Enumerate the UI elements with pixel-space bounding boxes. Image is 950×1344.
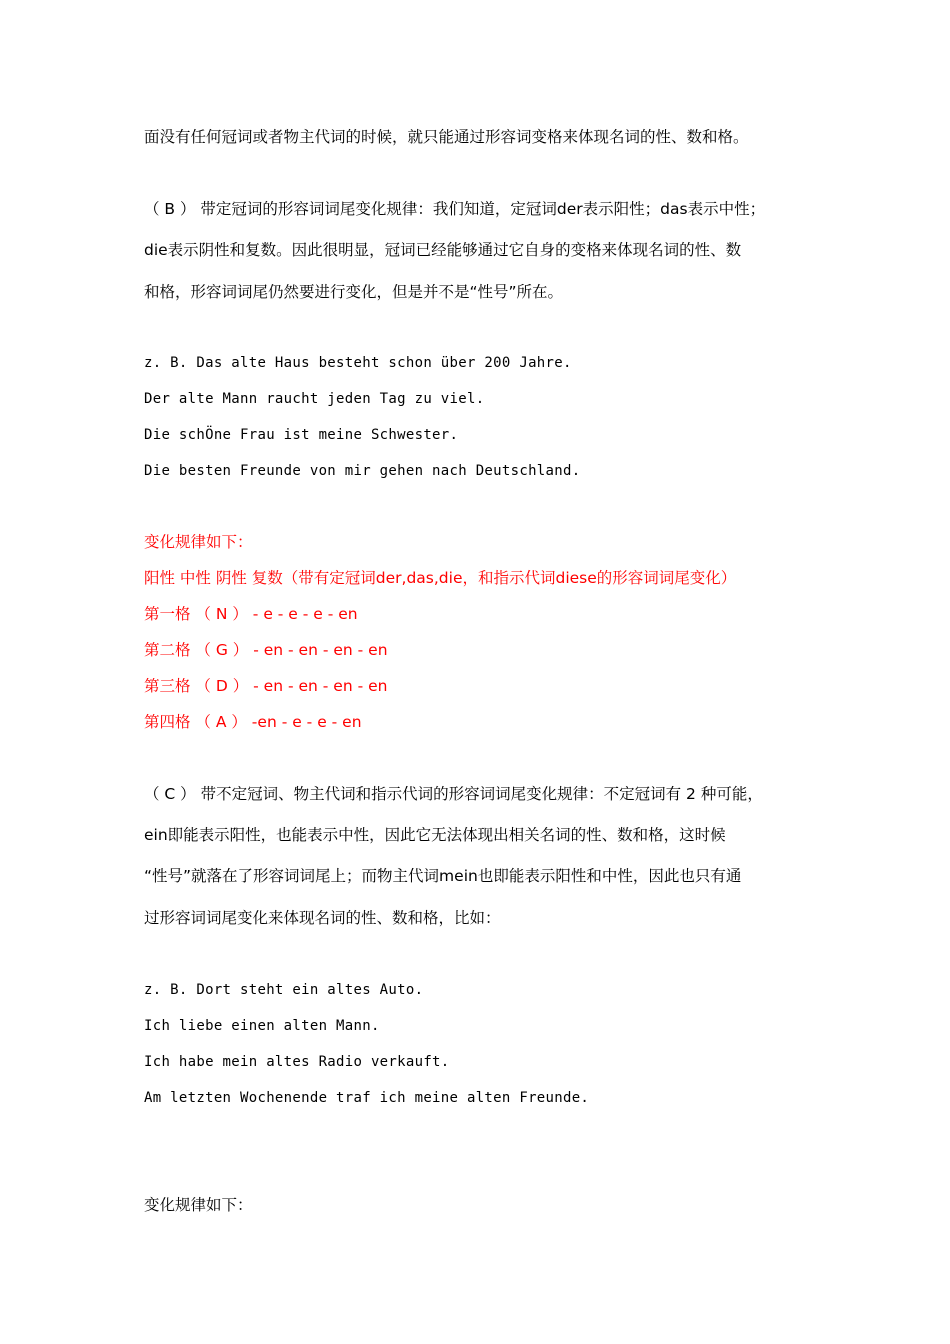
example-sentence: Ich habe mein altes Radio verkauft. [144,1054,450,1070]
intro-line: 面没有任何冠词或者物主代词的时候，就只能通过形容词变格来体现名词的性、数和格。 [144,128,749,146]
example-sentence: z. B. Dort steht ein altes Auto. [144,982,424,998]
rule-row-accusative: 第四格 （ A ） -en - e - e - en [144,713,362,731]
section-b-line: （ B ） 带定冠词的形容词词尾变化规律：我们知道，定冠词der表示阳性；das表示中性； [144,200,766,218]
rule-row-genitive: 第二格 （ G ） - en - en - en - en [144,641,388,659]
example-sentence: Die besten Freunde von mir gehen nach Deutschland. [144,463,581,479]
section-c-line: “性号”就落在了形容词词尾上；而物主代词mein也即能表示阳性和中性，因此也只有通 [144,867,742,885]
example-sentence: z. B. Das alte Haus besteht schon über 200 Jahre. [144,355,572,371]
section-b-line: 和格，形容词词尾仍然要进行变化，但是并不是“性号”所在。 [144,283,564,301]
example-sentence: Ich liebe einen alten Mann. [144,1018,380,1034]
rule-row-dative: 第三格 （ D ） - en - en - en - en [144,677,388,695]
section-c-line: （ C ） 带不定冠词、物主代词和指示代词的形容词词尾变化规律：不定冠词有 2 种可能， [144,785,763,803]
rule-title: 变化规律如下： [144,1196,253,1214]
rule-header: 阳性 中性 阴性 复数（带有定冠词der,das,die，和指示代词diese的形容词词尾变化） [144,569,737,587]
section-c-line: 过形容词词尾变化来体现名词的性、数和格，比如： [144,909,501,927]
rule-title: 变化规律如下： [144,533,253,551]
example-sentence: Die schÖne Frau ist meine Schwester. [144,427,459,443]
example-sentence: Der alte Mann raucht jeden Tag zu viel. [144,391,485,407]
rule-row-nominative: 第一格 （ N ） - e - e - e - en [144,605,358,623]
example-sentence: Am letzten Wochenende traf ich meine alten Freunde. [144,1090,590,1106]
section-c-line: ein即能表示阳性，也能表示中性，因此它无法体现出相关名词的性、数和格，这时候 [144,826,726,844]
section-b-line: die表示阴性和复数。因此很明显，冠词已经能够通过它自身的变格来体现名词的性、数 [144,241,742,259]
